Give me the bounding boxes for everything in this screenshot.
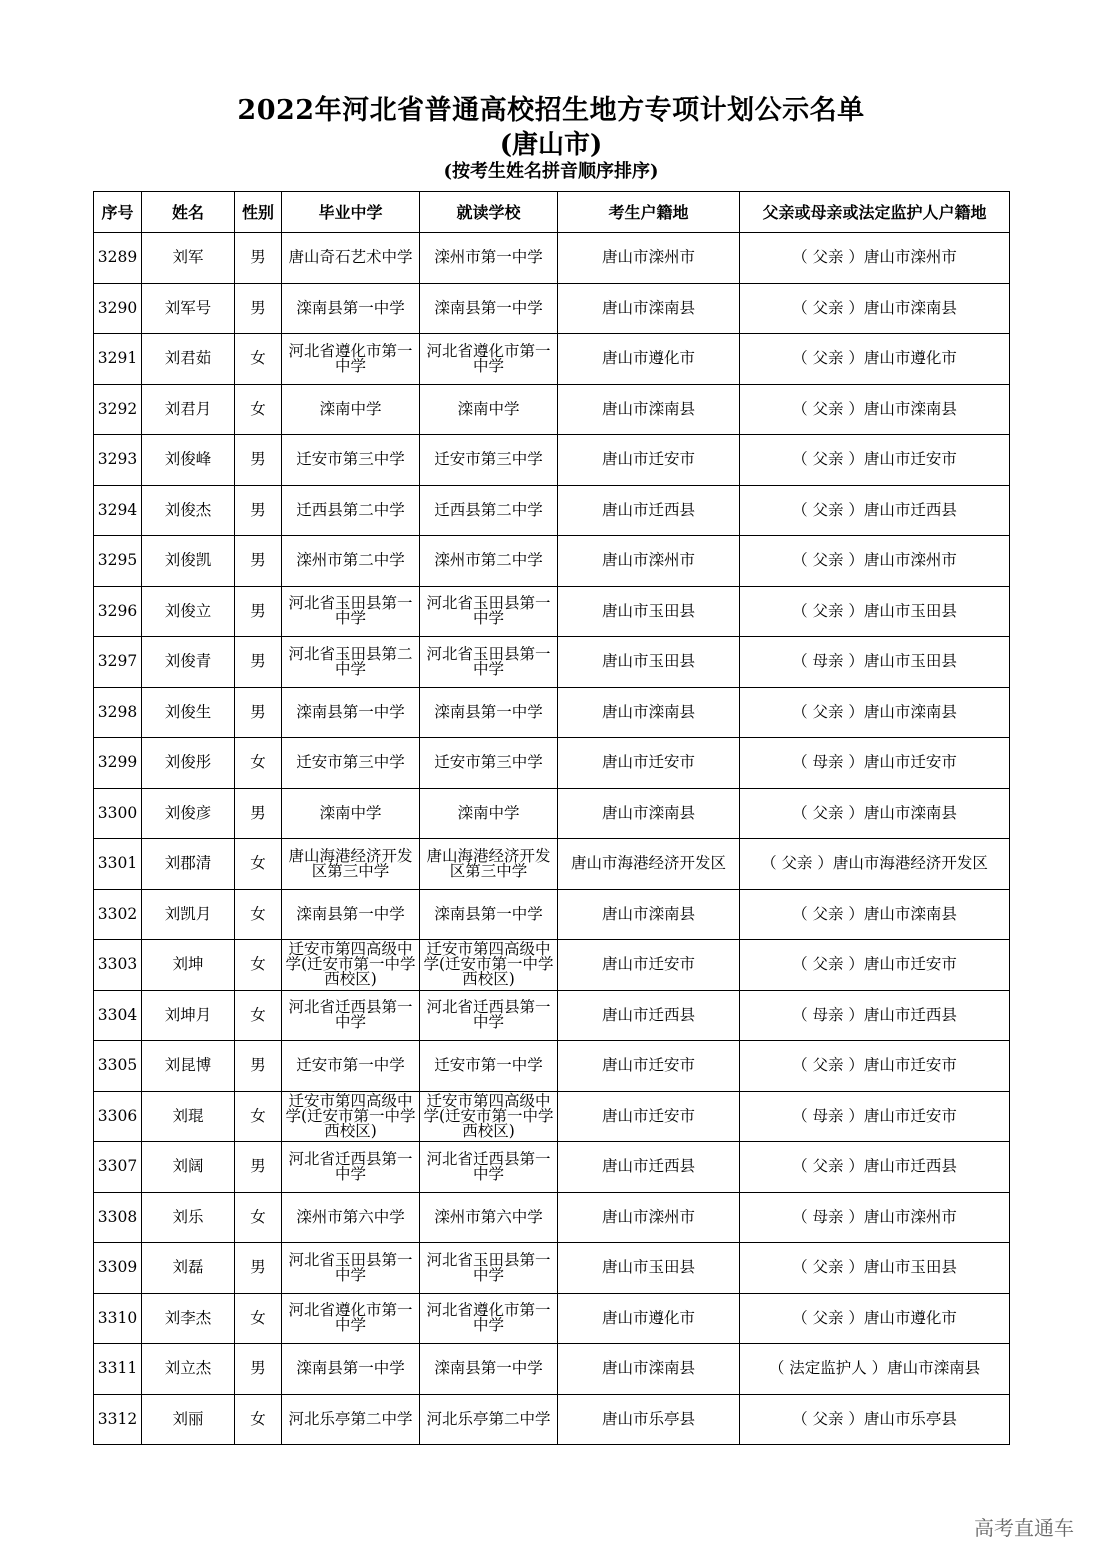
table-row [94,586,1010,637]
cell-graduation-school: 滦南县第一中学 [282,1344,420,1395]
cell-name: 刘俊彦 [142,788,235,839]
table-row [94,990,1010,1041]
cell-candidate-residence: 唐山市迁西县 [558,485,740,536]
cell-graduation-school: 河北乐亭第二中学 [282,1394,420,1445]
cell-guardian-residence: （ 父亲 ）唐山市滦州市 [740,536,1010,587]
cell-candidate-residence: 唐山市迁安市 [558,738,740,789]
cell-guardian-residence: （ 父亲 ）唐山市滦南县 [740,687,1010,738]
cell-name: 刘坤月 [142,990,235,1041]
header-graduation-school: 毕业中学 [282,192,420,233]
table-row [94,435,1010,486]
cell-index: 3289 [94,233,142,284]
table-row [94,738,1010,789]
cell-graduation-school: 滦南县第一中学 [282,889,420,940]
cell-graduation-school: 迁安市第三中学 [282,435,420,486]
cell-gender: 男 [235,536,282,587]
header-name: 姓名 [142,192,235,233]
cell-gender: 女 [235,1293,282,1344]
cell-gender: 男 [235,1243,282,1294]
cell-index: 3299 [94,738,142,789]
cell-name: 刘俊凯 [142,536,235,587]
cell-gender: 女 [235,940,282,991]
table-row [94,536,1010,587]
cell-gender: 男 [235,637,282,688]
cell-current-school: 迁安市第三中学 [420,435,558,486]
cell-gender: 女 [235,1394,282,1445]
cell-current-school: 迁安市第一中学 [420,1041,558,1092]
cell-index: 3305 [94,1041,142,1092]
cell-candidate-residence: 唐山市遵化市 [558,1293,740,1344]
cell-index: 3304 [94,990,142,1041]
cell-candidate-residence: 唐山市玉田县 [558,637,740,688]
cell-gender: 女 [235,889,282,940]
table-row [94,384,1010,435]
cell-index: 3294 [94,485,142,536]
cell-name: 刘俊生 [142,687,235,738]
cell-guardian-residence: （ 父亲 ）唐山市遵化市 [740,1293,1010,1344]
sort-note: (按考生姓名拼音顺序排序) [443,161,659,182]
cell-candidate-residence: 唐山市滦南县 [558,384,740,435]
cell-guardian-residence: （ 父亲 ）唐山市滦南县 [740,788,1010,839]
cell-graduation-school: 河北省玉田县第一中学 [282,1243,420,1294]
table-row [94,1243,1010,1294]
header-gender: 性别 [235,192,282,233]
table-row [94,839,1010,890]
cell-index: 3300 [94,788,142,839]
cell-index: 3309 [94,1243,142,1294]
cell-candidate-residence: 唐山市滦南县 [558,283,740,334]
cell-candidate-residence: 唐山市滦州市 [558,536,740,587]
cell-guardian-residence: （ 母亲 ）唐山市迁安市 [740,738,1010,789]
cell-gender: 男 [235,435,282,486]
cell-current-school: 滦南县第一中学 [420,1344,558,1395]
table-header-row [94,192,1010,233]
header-current-school: 就读学校 [420,192,558,233]
cell-name: 刘君月 [142,384,235,435]
cell-index: 3312 [94,1394,142,1445]
cell-candidate-residence: 唐山市滦州市 [558,1192,740,1243]
table-row [94,687,1010,738]
cell-gender: 女 [235,738,282,789]
cell-guardian-residence: （ 父亲 ）唐山市迁安市 [740,940,1010,991]
cell-graduation-school: 滦州市第六中学 [282,1192,420,1243]
cell-name: 刘丽 [142,1394,235,1445]
cell-guardian-residence: （ 父亲 ）唐山市玉田县 [740,586,1010,637]
cell-name: 刘军号 [142,283,235,334]
cell-name: 刘立杰 [142,1344,235,1395]
roster-table [93,191,1010,1445]
cell-current-school: 河北省玉田县第一中学 [420,1243,558,1294]
table-row [94,283,1010,334]
cell-gender: 女 [235,990,282,1041]
cell-candidate-residence: 唐山市滦南县 [558,687,740,738]
cell-index: 3295 [94,536,142,587]
table-row [94,637,1010,688]
table-body [94,233,1010,1445]
table-row [94,485,1010,536]
cell-graduation-school: 河北省玉田县第一中学 [282,586,420,637]
cell-index: 3308 [94,1192,142,1243]
cell-candidate-residence: 唐山市玉田县 [558,1243,740,1294]
cell-current-school: 迁西县第二中学 [420,485,558,536]
table-row [94,233,1010,284]
cell-index: 3293 [94,435,142,486]
cell-index: 3296 [94,586,142,637]
cell-current-school: 滦州市第六中学 [420,1192,558,1243]
cell-guardian-residence: （ 父亲 ）唐山市遵化市 [740,334,1010,385]
table-row [94,940,1010,991]
cell-guardian-residence: （ 父亲 ）唐山市滦南县 [740,889,1010,940]
cell-guardian-residence: （ 母亲 ）唐山市滦州市 [740,1192,1010,1243]
cell-candidate-residence: 唐山市迁安市 [558,1091,740,1142]
table-row [94,1192,1010,1243]
cell-candidate-residence: 唐山市迁安市 [558,435,740,486]
cell-graduation-school: 迁安市第四高级中学(迁安市第一中学西校区) [282,940,420,991]
cell-candidate-residence: 唐山市海港经济开发区 [558,839,740,890]
cell-current-school: 迁安市第四高级中学(迁安市第一中学西校区) [420,1091,558,1142]
cell-guardian-residence: （ 父亲 ）唐山市迁西县 [740,1142,1010,1193]
cell-gender: 男 [235,485,282,536]
table-row [94,1041,1010,1092]
header-candidate-residence: 考生户籍地 [558,192,740,233]
cell-graduation-school: 滦南县第一中学 [282,687,420,738]
table-row [94,1142,1010,1193]
cell-current-school: 滦南中学 [420,384,558,435]
table-row [94,334,1010,385]
cell-candidate-residence: 唐山市滦南县 [558,788,740,839]
cell-current-school: 河北省遵化市第一中学 [420,1293,558,1344]
watermark: 高考直通车 [974,1516,1074,1540]
cell-name: 刘昆博 [142,1041,235,1092]
header-index: 序号 [94,192,142,233]
cell-guardian-residence: （ 母亲 ）唐山市玉田县 [740,637,1010,688]
cell-name: 刘凯月 [142,889,235,940]
cell-guardian-residence: （ 父亲 ）唐山市玉田县 [740,1243,1010,1294]
cell-current-school: 滦州市第二中学 [420,536,558,587]
cell-name: 刘乐 [142,1192,235,1243]
cell-guardian-residence: （ 母亲 ）唐山市迁安市 [740,1091,1010,1142]
cell-current-school: 滦南中学 [420,788,558,839]
header-guardian-residence: 父亲或母亲或法定监护人户籍地 [740,192,1010,233]
cell-current-school: 河北省迁西县第一中学 [420,1142,558,1193]
cell-name: 刘李杰 [142,1293,235,1344]
cell-gender: 女 [235,384,282,435]
cell-index: 3306 [94,1091,142,1142]
cell-candidate-residence: 唐山市迁西县 [558,990,740,1041]
cell-name: 刘军 [142,233,235,284]
cell-graduation-school: 滦南县第一中学 [282,283,420,334]
cell-index: 3298 [94,687,142,738]
cell-candidate-residence: 唐山市玉田县 [558,586,740,637]
cell-gender: 男 [235,1142,282,1193]
table-row [94,1293,1010,1344]
table-row [94,1091,1010,1142]
cell-gender: 男 [235,233,282,284]
cell-current-school: 河北省遵化市第一中学 [420,334,558,385]
cell-graduation-school: 迁西县第二中学 [282,485,420,536]
cell-index: 3301 [94,839,142,890]
cell-graduation-school: 滦州市第二中学 [282,536,420,587]
table-row [94,889,1010,940]
cell-index: 3311 [94,1344,142,1395]
cell-current-school: 滦南县第一中学 [420,687,558,738]
page-subtitle: (唐山市) [499,130,603,160]
cell-candidate-residence: 唐山市滦南县 [558,889,740,940]
cell-gender: 女 [235,1192,282,1243]
cell-graduation-school: 河北省玉田县第二中学 [282,637,420,688]
cell-guardian-residence: （ 父亲 ）唐山市迁安市 [740,435,1010,486]
cell-gender: 男 [235,788,282,839]
cell-current-school: 滦州市第一中学 [420,233,558,284]
cell-name: 刘俊峰 [142,435,235,486]
cell-current-school: 河北省玉田县第一中学 [420,586,558,637]
cell-graduation-school: 河北省迁西县第一中学 [282,990,420,1041]
cell-graduation-school: 迁安市第一中学 [282,1041,420,1092]
cell-guardian-residence: （ 父亲 ）唐山市乐亭县 [740,1394,1010,1445]
cell-guardian-residence: （ 父亲 ）唐山市迁安市 [740,1041,1010,1092]
cell-gender: 男 [235,1344,282,1395]
cell-name: 刘俊杰 [142,485,235,536]
table-row [94,1394,1010,1445]
cell-graduation-school: 迁安市第三中学 [282,738,420,789]
cell-gender: 男 [235,586,282,637]
cell-graduation-school: 河北省迁西县第一中学 [282,1142,420,1193]
cell-name: 刘俊彤 [142,738,235,789]
cell-guardian-residence: （ 父亲 ）唐山市滦州市 [740,233,1010,284]
cell-index: 3310 [94,1293,142,1344]
cell-gender: 男 [235,283,282,334]
cell-index: 3291 [94,334,142,385]
cell-index: 3307 [94,1142,142,1193]
cell-index: 3292 [94,384,142,435]
cell-current-school: 滦南县第一中学 [420,889,558,940]
cell-name: 刘俊立 [142,586,235,637]
cell-gender: 女 [235,334,282,385]
cell-guardian-residence: （ 父亲 ）唐山市海港经济开发区 [740,839,1010,890]
page-title: 2022年河北省普通高校招生地方专项计划公示名单 [237,95,865,126]
cell-gender: 女 [235,1091,282,1142]
table-row [94,1344,1010,1395]
cell-graduation-school: 唐山海港经济开发区第三中学 [282,839,420,890]
cell-candidate-residence: 唐山市迁安市 [558,940,740,991]
cell-graduation-school: 迁安市第四高级中学(迁安市第一中学西校区) [282,1091,420,1142]
cell-guardian-residence: （ 父亲 ）唐山市迁西县 [740,485,1010,536]
cell-current-school: 河北乐亭第二中学 [420,1394,558,1445]
cell-candidate-residence: 唐山市迁安市 [558,1041,740,1092]
cell-candidate-residence: 唐山市滦南县 [558,1344,740,1395]
cell-current-school: 滦南县第一中学 [420,283,558,334]
cell-name: 刘磊 [142,1243,235,1294]
cell-name: 刘坤 [142,940,235,991]
table-row [94,788,1010,839]
cell-graduation-school: 滦南中学 [282,384,420,435]
cell-gender: 男 [235,687,282,738]
cell-guardian-residence: （ 法定监护人 ）唐山市滦南县 [740,1344,1010,1395]
cell-current-school: 唐山海港经济开发区第三中学 [420,839,558,890]
cell-current-school: 河北省玉田县第一中学 [420,637,558,688]
cell-name: 刘君茹 [142,334,235,385]
cell-index: 3303 [94,940,142,991]
cell-index: 3290 [94,283,142,334]
cell-candidate-residence: 唐山市滦州市 [558,233,740,284]
cell-name: 刘郡清 [142,839,235,890]
cell-gender: 女 [235,839,282,890]
cell-guardian-residence: （ 父亲 ）唐山市滦南县 [740,384,1010,435]
cell-name: 刘俊青 [142,637,235,688]
cell-index: 3297 [94,637,142,688]
cell-candidate-residence: 唐山市遵化市 [558,334,740,385]
cell-current-school: 迁安市第四高级中学(迁安市第一中学西校区) [420,940,558,991]
cell-guardian-residence: （ 父亲 ）唐山市滦南县 [740,283,1010,334]
cell-current-school: 迁安市第三中学 [420,738,558,789]
cell-graduation-school: 唐山奇石艺术中学 [282,233,420,284]
cell-guardian-residence: （ 母亲 ）唐山市迁西县 [740,990,1010,1041]
cell-candidate-residence: 唐山市迁西县 [558,1142,740,1193]
cell-index: 3302 [94,889,142,940]
cell-graduation-school: 河北省遵化市第一中学 [282,1293,420,1344]
cell-graduation-school: 滦南中学 [282,788,420,839]
cell-current-school: 河北省迁西县第一中学 [420,990,558,1041]
cell-candidate-residence: 唐山市乐亭县 [558,1394,740,1445]
cell-name: 刘阔 [142,1142,235,1193]
cell-name: 刘琨 [142,1091,235,1142]
cell-graduation-school: 河北省遵化市第一中学 [282,334,420,385]
cell-gender: 男 [235,1041,282,1092]
